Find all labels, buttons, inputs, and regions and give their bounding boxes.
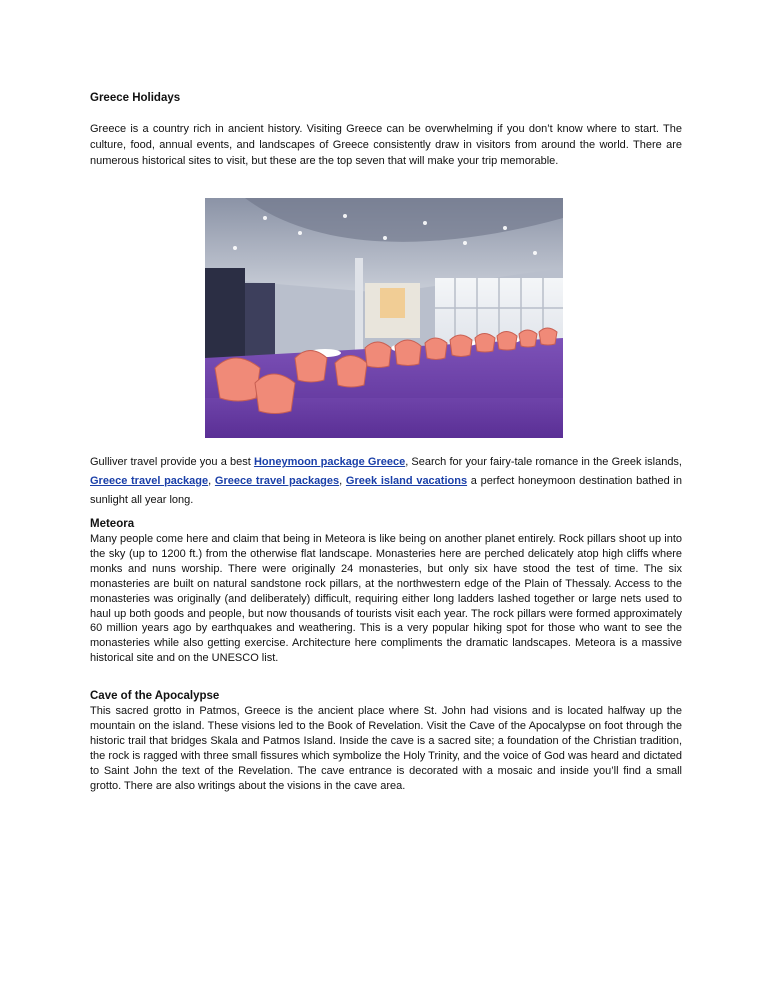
honeymoon-package-link[interactable]: Honeymoon package Greece xyxy=(253,456,406,468)
greece-travel-package-link[interactable]: Greece travel package xyxy=(90,475,209,487)
promo-paragraph xyxy=(90,453,682,510)
cave-paragraph: This sacred grotto in Patmos, Greece is the ancient place where St. John had visions and is located halfway up the mountain on the island. These visions led to the Book of Revelation. Visit the Cave of the Apocalypse on foot through the historic trail that bridges Skala and Patmos Island. Inside the cave is a sacred site; a foundation of the Christian tradition, the rock is ragged with three small fissures which symbolize the Holy Trinity, and the voice of God was heard and dictated to Saint John the text of the Revelation. The cave entrance is decorated with a mosaic and inside you’ll find a small grotto. There are also writings about the visions in the cave area. xyxy=(90,705,682,792)
promo-text-pre: Gulliver travel provide you a best xyxy=(90,456,254,468)
promo-separator: , xyxy=(339,475,346,487)
intro-paragraph: Greece is a country rich in ancient history. Visiting Greece can be overwhelming if you don’t know where to start. The culture, food, annual events, and landscapes of Greece consistently draw in visitors from around the world. There are numerous historical sites to visit, but these are the top seven that will make your trip memorable. xyxy=(90,123,682,167)
page-title: Greece Holidays xyxy=(90,92,181,104)
meteora-heading: Meteora xyxy=(90,518,135,530)
restaurant-photo xyxy=(205,198,563,438)
promo-separator: , xyxy=(208,475,215,487)
promo-text-post: a perfect honeymoon destination bathed in sunlight all year long. xyxy=(90,475,682,506)
greek-island-vacations-link[interactable]: Greek island vacations xyxy=(345,475,468,487)
meteora-paragraph: Many people come here and claim that being in Meteora is like being on another planet entirely. Rock pillars shoot up into the sky (up to 1200 ft.) from the otherwise flat landscape. Monasteries here are perched delicately atop high cliffs where monks and nuns worship. There were originally 24 monasteries, but only six have stood the test of time. The six monasteries are built on natural sandstone rock pillars, at the northwestern edge of the Plain of Thessaly. Access to the monasteries was originally (and deliberately) difficult, requiring either long ladders lashed together or large nets used to haul up both goods and people, but now thousands of tourists visit each year. The rock pillars were formed approximately 60 million years ago by earthquakes and weathering. This is a very popular hiking spot for those who want to see the monasteries while also getting exercise. Architecture here compliments the dramatic landscapes. Meteora is a massive historical site and on the UNESCO list. xyxy=(90,533,682,665)
greece-travel-packages-link[interactable]: Greece travel packages xyxy=(214,475,340,487)
promo-text-mid: , Search for your fairy-tale romance in the Greek islands, xyxy=(405,456,682,468)
cave-heading: Cave of the Apocalypse xyxy=(90,690,220,702)
